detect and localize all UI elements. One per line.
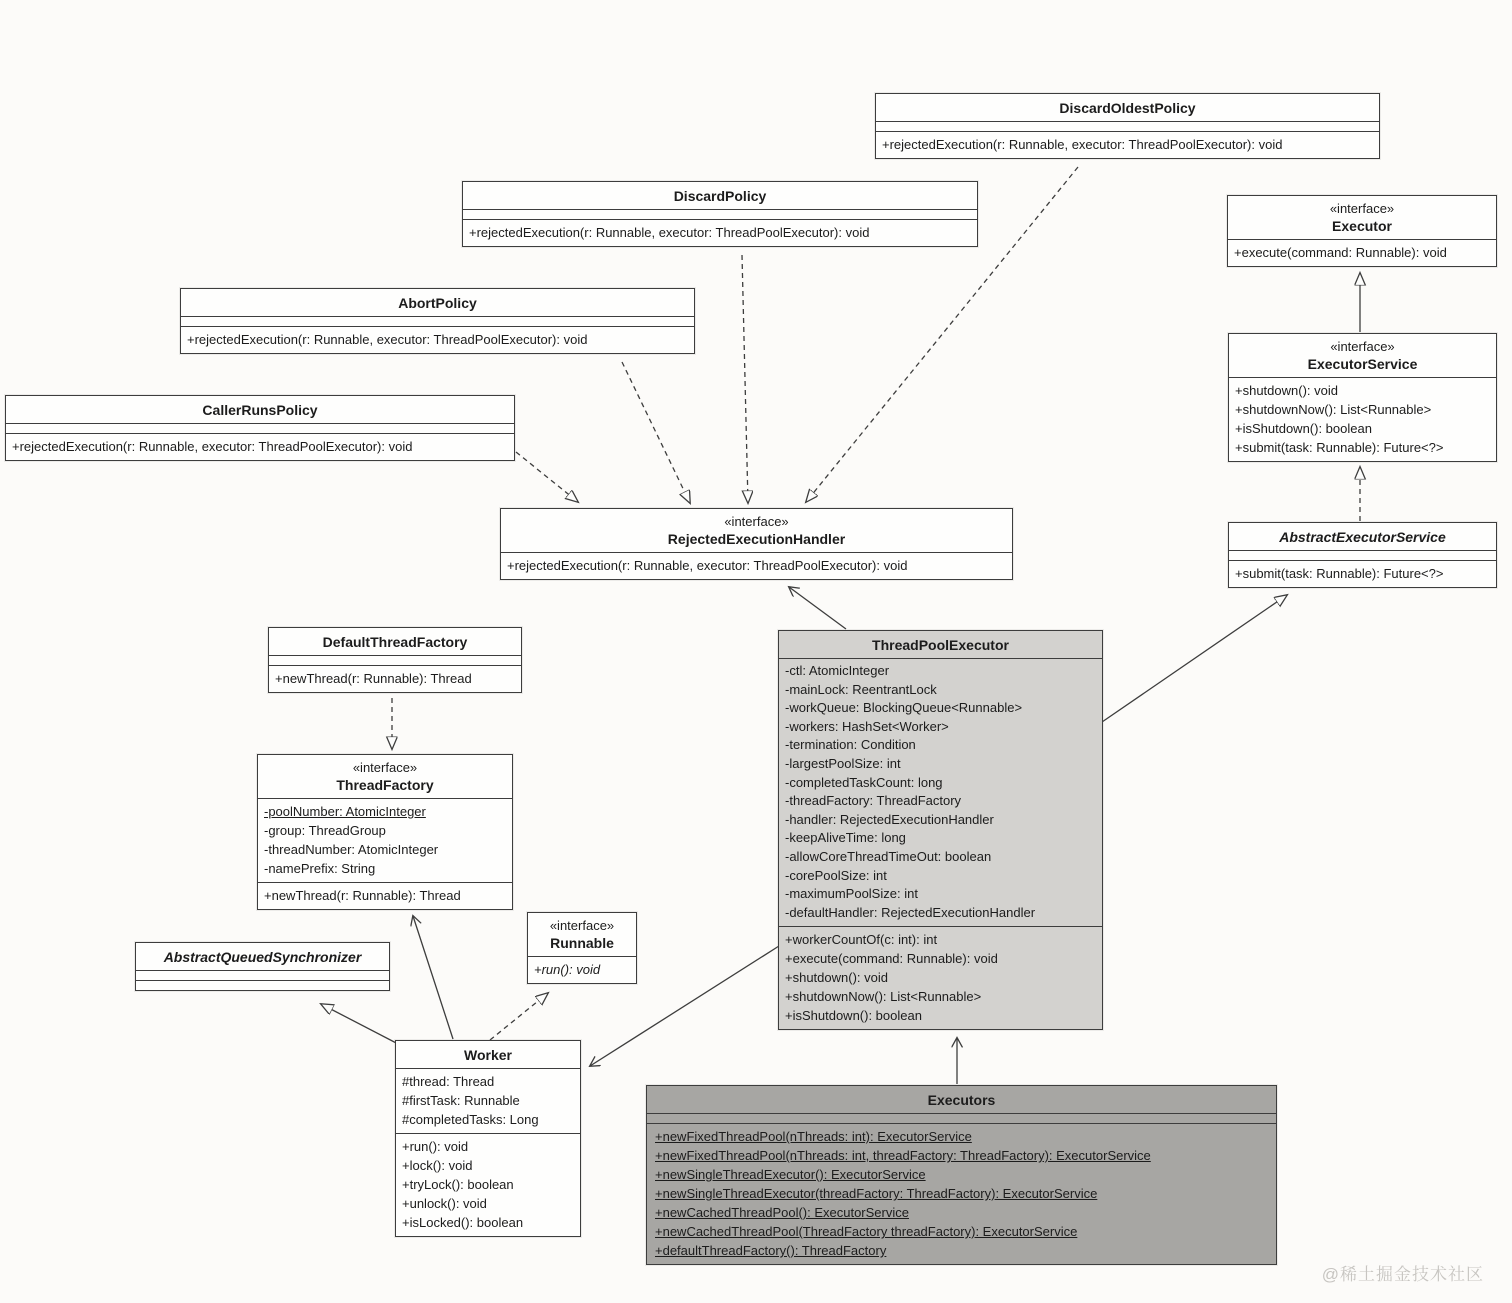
class-title: DiscardPolicy: [463, 182, 977, 210]
member-line: +execute(command: Runnable): void: [785, 951, 998, 967]
member-line: -threadNumber: AtomicInteger: [264, 842, 439, 857]
methods-compartment: [269, 666, 521, 692]
methods-compartment: [6, 434, 514, 460]
stereotype-label: «interface»: [352, 760, 418, 775]
member-line: -mainLock: ReentrantLock: [785, 681, 937, 697]
member-line: +newThread(r: Runnable): Thread: [264, 888, 461, 903]
member-line: +rejectedExecution(r: Runnable, executor: ThreadPoolExecutor): void: [12, 439, 413, 454]
member-line: +rejectedExecution(r: Runnable, executor: ThreadPoolExecutor): void: [469, 225, 870, 240]
class-worker: [395, 1040, 581, 1237]
class-runnable: [527, 912, 637, 984]
member-line: +rejectedExecution(r: Runnable, executor: ThreadPoolExecutor): void: [187, 332, 588, 347]
methods-compartment: [1228, 240, 1496, 266]
class-title: AbstractExecutorService: [1229, 523, 1496, 551]
class-title: «interface» Executor: [1228, 196, 1496, 240]
class-executors: [646, 1085, 1277, 1265]
class-rejected-execution-handler: [500, 508, 1013, 580]
class-abstract-queued-synchronizer: [135, 942, 390, 991]
member-line: +newFixedThreadPool(nThreads: int, threadFactory: ThreadFactory): ExecutorService: [655, 1148, 1151, 1163]
member-line: +defaultThreadFactory(): ThreadFactory: [655, 1243, 887, 1258]
member-line: +isLocked(): boolean: [402, 1215, 524, 1230]
member-line: +lock(): void: [402, 1158, 473, 1173]
attributes-compartment: [463, 210, 977, 220]
class-title: CallerRunsPolicy: [6, 396, 514, 424]
member-line: -keepAliveTime: long: [785, 830, 906, 846]
member-line: +shutdown(): void: [1235, 383, 1338, 398]
member-line: -workers: HashSet<Worker>: [785, 718, 949, 734]
class-discard-policy: [462, 181, 978, 247]
class-title: «interface» RejectedExecutionHandler: [501, 509, 1012, 553]
class-discard-oldest-policy: [875, 93, 1380, 159]
attributes-compartment: [647, 1114, 1276, 1124]
methods-compartment: [136, 981, 389, 990]
class-default-thread-factory: [268, 627, 522, 693]
class-title: Worker: [396, 1041, 580, 1069]
class-abstract-executor-service: [1228, 522, 1497, 588]
class-title: AbortPolicy: [181, 289, 694, 317]
member-line: +execute(command: Runnable): void: [1234, 245, 1447, 260]
class-title: DefaultThreadFactory: [269, 628, 521, 656]
member-line: +tryLock(): boolean: [402, 1177, 514, 1192]
member-line: +newFixedThreadPool(nThreads: int): ExecutorService: [655, 1129, 972, 1144]
member-line: +shutdown(): void: [785, 970, 888, 986]
member-line: -namePrefix: String: [264, 861, 376, 876]
attributes-compartment: [181, 317, 694, 327]
class-title: AbstractQueuedSynchronizer: [136, 943, 389, 971]
attributes-compartment: [876, 122, 1379, 132]
member-line: -allowCoreThreadTimeOut: boolean: [785, 848, 992, 864]
methods-compartment: [181, 327, 694, 353]
member-line: -threadFactory: ThreadFactory: [785, 793, 962, 809]
class-executor-service: [1228, 333, 1497, 462]
member-line: +isShutdown(): boolean: [785, 1008, 922, 1024]
class-title: «interface» Runnable: [528, 913, 636, 957]
attributes-compartment: [258, 799, 512, 883]
member-line: +run(): void: [534, 962, 601, 977]
methods-compartment: [396, 1134, 580, 1236]
member-line: #firstTask: Runnable: [402, 1093, 520, 1108]
member-line: +isShutdown(): boolean: [1235, 421, 1372, 436]
member-line: +run(): void: [402, 1139, 469, 1154]
methods-compartment: [1229, 378, 1496, 461]
member-line: -maximumPoolSize: int: [785, 886, 918, 902]
member-line: +newCachedThreadPool(): ExecutorService: [655, 1205, 909, 1220]
member-line: +shutdownNow(): List<Runnable>: [1235, 402, 1432, 417]
attributes-compartment: [779, 659, 1102, 927]
class-title: DiscardOldestPolicy: [876, 94, 1379, 122]
class-executor: [1227, 195, 1497, 267]
class-title: ThreadPoolExecutor: [779, 631, 1102, 659]
class-title: «interface» ExecutorService: [1229, 334, 1496, 378]
methods-compartment: [647, 1124, 1276, 1264]
member-line: +submit(task: Runnable): Future<?>: [1235, 440, 1444, 455]
member-line: -largestPoolSize: int: [785, 755, 901, 771]
member-line: -poolNumber: AtomicInteger: [264, 804, 426, 819]
member-line: -defaultHandler: RejectedExecutionHandler: [785, 904, 1036, 920]
member-line: +newSingleThreadExecutor(): ExecutorService: [655, 1167, 926, 1182]
class-title: Executors: [647, 1086, 1276, 1114]
attributes-compartment: [6, 424, 514, 434]
member-line: +rejectedExecution(r: Runnable, executor: ThreadPoolExecutor): void: [882, 137, 1283, 152]
member-line: +unlock(): void: [402, 1196, 487, 1211]
member-line: -handler: RejectedExecutionHandler: [785, 811, 994, 827]
methods-compartment: [1229, 561, 1496, 587]
stereotype-label: «interface»: [724, 514, 789, 529]
member-line: +workerCountOf(c: int): int: [785, 932, 938, 948]
member-line: -workQueue: BlockingQueue<Runnable>: [785, 700, 1023, 716]
member-line: +newSingleThreadExecutor(threadFactory: ThreadFactory): ExecutorService: [655, 1186, 1098, 1201]
class-abort-policy: [180, 288, 695, 354]
member-line: +newCachedThreadPool(ThreadFactory threadFactory): ExecutorService: [655, 1224, 1078, 1239]
class-title: «interface» ThreadFactory: [258, 755, 512, 799]
attributes-compartment: [1229, 551, 1496, 561]
member-line: +submit(task: Runnable): Future<?>: [1235, 566, 1444, 581]
member-line: -ctl: AtomicInteger: [785, 663, 890, 678]
methods-compartment: [258, 883, 512, 909]
member-line: -termination: Condition: [785, 737, 916, 753]
methods-compartment: [463, 220, 977, 246]
methods-compartment: [779, 927, 1102, 1029]
member-line: +newThread(r: Runnable): Thread: [275, 671, 472, 686]
stereotype-label: «interface»: [1329, 201, 1395, 216]
watermark: @稀土掘金技术社区: [1321, 1265, 1484, 1284]
class-caller-runs-policy: [5, 395, 515, 461]
member-line: +shutdownNow(): List<Runnable>: [785, 989, 982, 1005]
attributes-compartment: [136, 971, 389, 981]
member-line: +rejectedExecution(r: Runnable, executor: ThreadPoolExecutor): void: [507, 558, 908, 573]
class-thread-pool-executor: [778, 630, 1103, 1030]
methods-compartment: [501, 553, 1012, 579]
methods-compartment: [528, 957, 636, 983]
member-line: #thread: Thread: [402, 1074, 495, 1089]
member-line: -corePoolSize: int: [785, 867, 887, 883]
stereotype-label: «interface»: [549, 918, 615, 933]
methods-compartment: [876, 132, 1379, 158]
member-line: -group: ThreadGroup: [264, 823, 386, 838]
member-line: #completedTasks: Long: [402, 1112, 539, 1127]
stereotype-label: «interface»: [1330, 339, 1395, 354]
attributes-compartment: [396, 1069, 580, 1134]
member-line: -completedTaskCount: long: [785, 774, 943, 790]
class-thread-factory: [257, 754, 513, 910]
attributes-compartment: [269, 656, 521, 666]
